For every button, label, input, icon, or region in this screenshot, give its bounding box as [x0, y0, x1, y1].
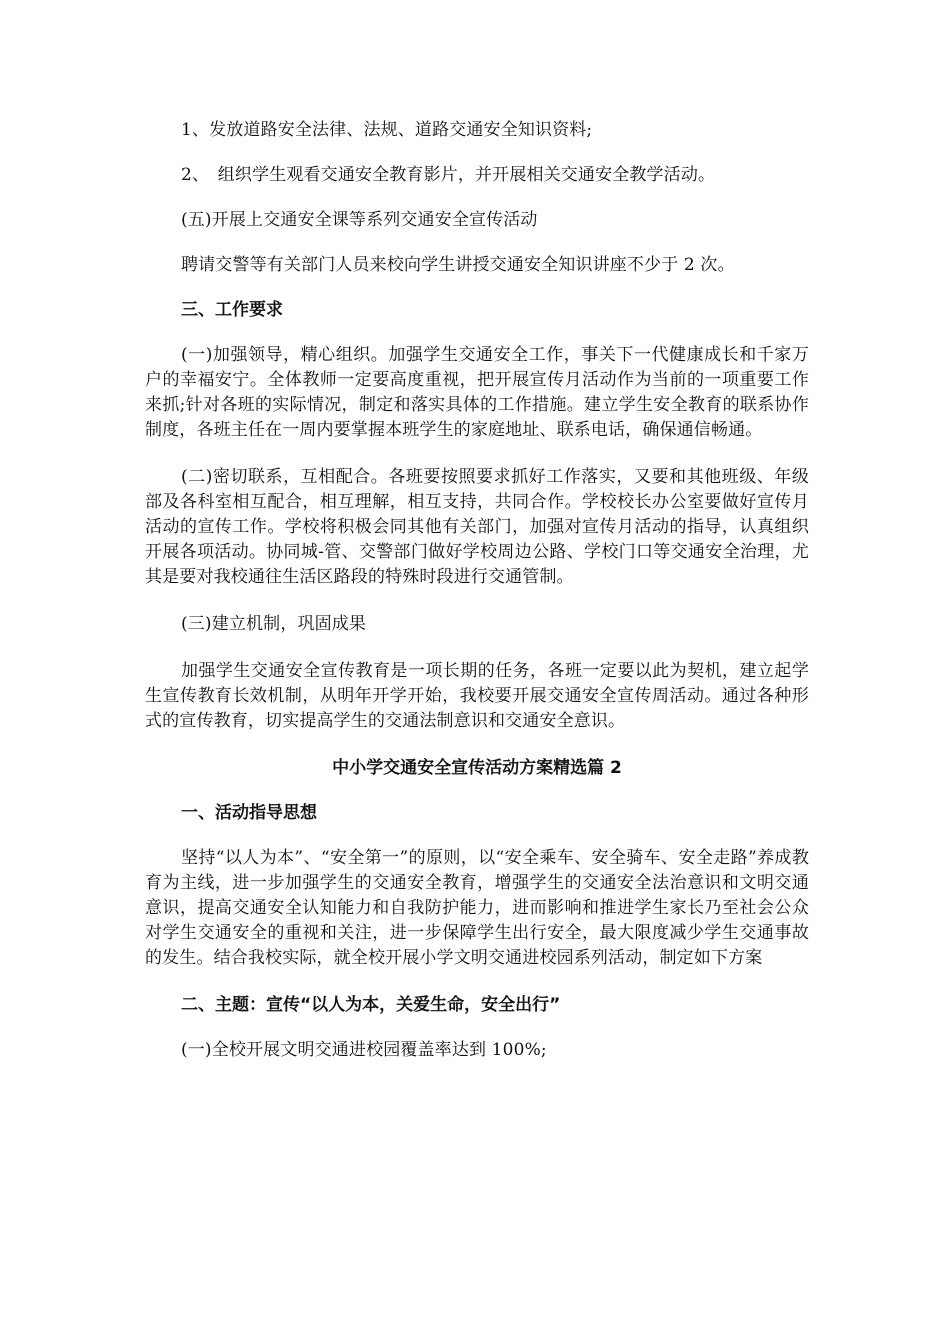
- section-heading-theme: 二、主题：宣传“以人为本，关爱生命，安全出行”: [181, 995, 561, 1015]
- section-heading-guiding-ideology: 一、活动指导思想: [181, 803, 317, 823]
- paragraph-cooperation: (二)密切联系，互相配合。各班要按照要求抓好工作落实，又要和其他班级、年级部及各科室相互配合，相互理解，相互支持，共同合作。学校校长办公室要做好宣传月活动的宣传工作。学校将积极会同其他有关部门，加强对宣传月活动的指导，认真组织开展各项活动。协同城-管、交警部门做好学校周边公路、学校门口等交通安全治理，尤其是要对我校通往生活区路段的特殊时段进行交通管制。: [145, 467, 809, 587]
- document-body: [145, 118, 809, 1063]
- list-item-2: 2、 组织学生观看交通安全教育影片，并开展相关交通安全教学活动。: [181, 165, 716, 185]
- list-item-1: 1、发放道路安全法律、法规、道路交通安全知识资料;: [181, 120, 593, 140]
- paragraph-leadership: (一)加强领导，精心组织。加强学生交通安全工作，事关下一代健康成长和千家万户的幸福安宁。全体教师一定要高度重视，把开展宣传月活动作为当前的一项重要工作来抓;针对各班的实际情况，制定和落实具体的工作措施。建立学生安全教育的联系协作制度，各班主任在一周内要掌握本班学生的家庭地址、联系电话，确保通信畅通。: [145, 345, 809, 440]
- paragraph-coverage: (一)全校开展文明交通进校园覆盖率达到 100%;: [181, 1040, 547, 1060]
- article-title-part-2: 中小学交通安全宣传活动方案精选篇 2: [332, 758, 622, 778]
- paragraph-lectures: 聘请交警等有关部门人员来校向学生讲授交通安全知识讲座不少于 2 次。: [181, 255, 735, 275]
- paragraph-long-term: 加强学生交通安全宣传教育是一项长期的任务，各班一定要以此为契机，建立起学生宣传教育长效机制，从明年开学开始，我校要开展交通安全宣传周活动。通过各种形式的宣传教育，切实提高学生的交通法制意识和交通安全意识。: [145, 661, 809, 731]
- subsection-heading-5: (五)开展上交通安全课等系列交通安全宣传活动: [181, 210, 538, 230]
- paragraph-guiding-ideology: 坚持“以人为本”、“安全第一”的原则，以“安全乘车、安全骑车、安全走路”养成教育为主线，进一步加强学生的交通安全教育，增强学生的交通安全法治意识和文明交通意识，提高交通安全认知能力和自我防护能力，进而影响和推进学生家长乃至社会公众对学生交通安全的重视和关注，进一步保障学生出行安全，最大限度减少学生交通事故的发生。结合我校实际，就全校开展小学文明交通进校园系列活动，制定如下方案: [145, 848, 809, 968]
- section-heading-work-requirements: 三、工作要求: [181, 300, 283, 320]
- paragraph-mechanism-heading: (三)建立机制，巩固成果: [181, 614, 367, 634]
